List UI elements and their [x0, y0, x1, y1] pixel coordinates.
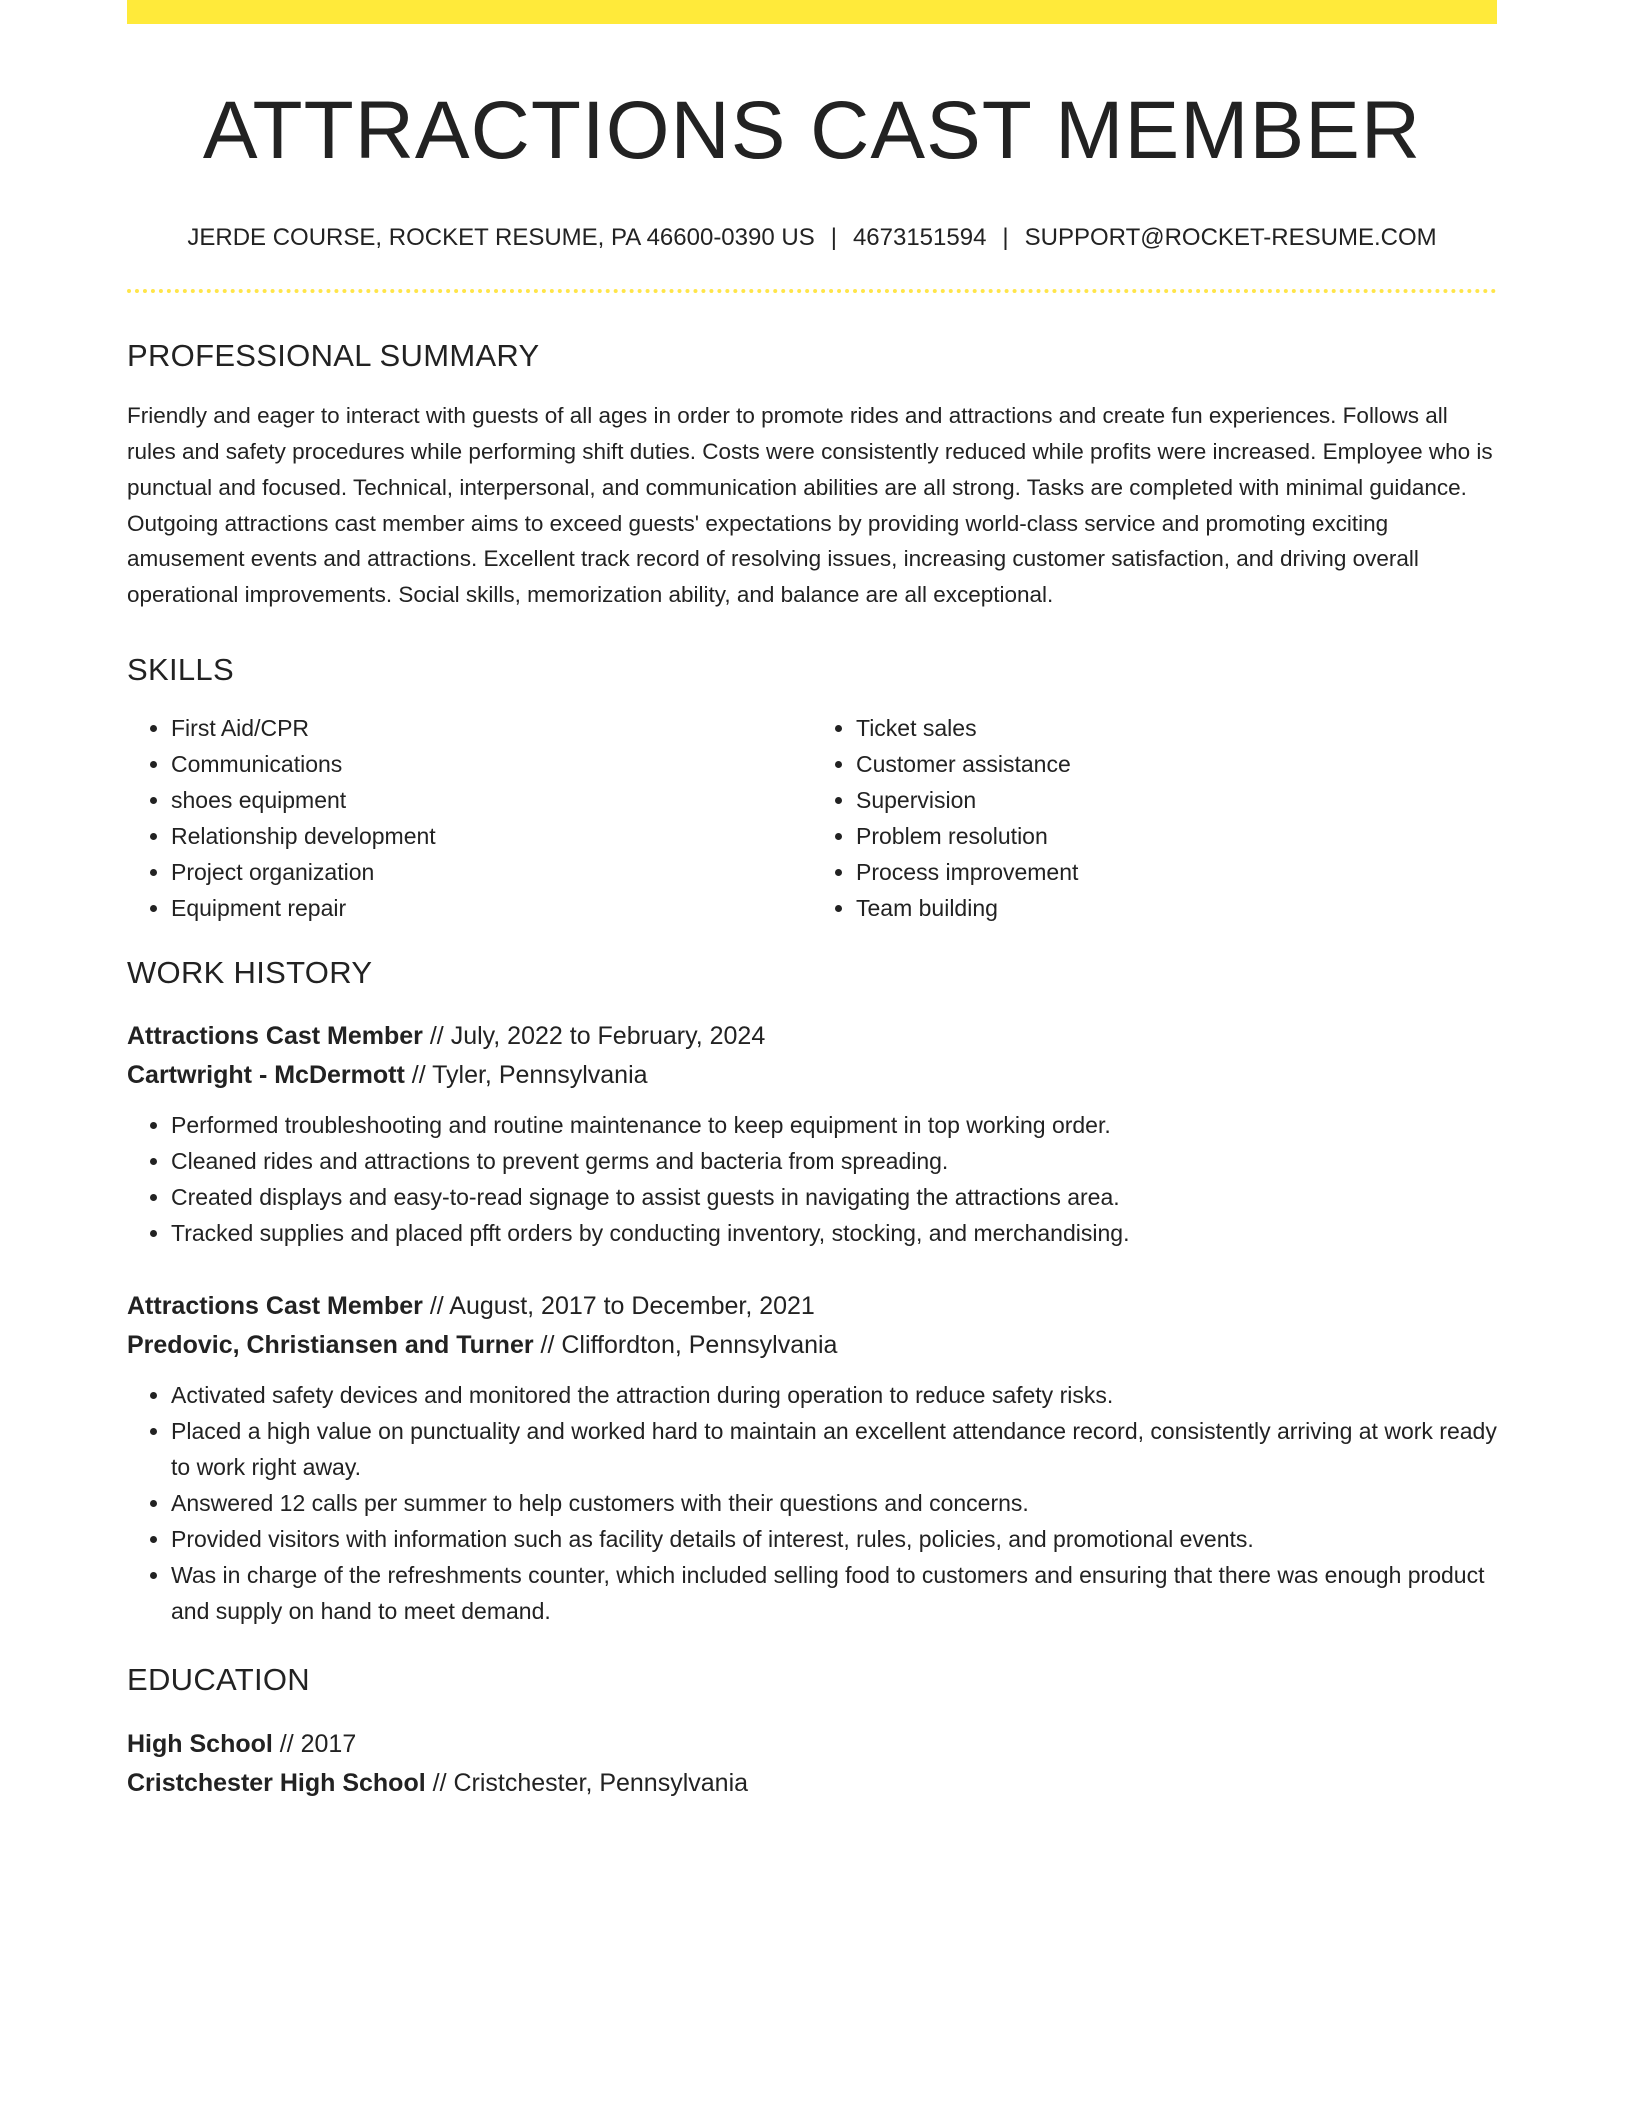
skills-heading: SKILLS: [127, 651, 234, 687]
contact-separator: |: [1002, 224, 1009, 252]
contact-email: SUPPORT@ROCKET-RESUME.COM: [1024, 224, 1437, 252]
education-entry: [127, 1725, 1497, 1803]
summary-text: Friendly and eager to interact with guests of all ages in order to promote rides and attractions and create fun experiences. Follows all rules and safety procedures while performing shift duties. Costs were consistently reduced while profits were increased. Employee who is punctual and focused. Technical, interpersonal, and communication abilities are all strong. Tasks are completed with minimal guidance. Outgoing attractions cast member aims to exceed guests' expectations by providing world-class service and promoting exciting amusement events and attractions. Excellent track record of resolving issues, increasing customer satisfaction, and driving overall operational improvements. Social skills, memorization ability, and balance are all exceptional.: [127, 403, 1493, 608]
summary-heading: PROFESSIONAL SUMMARY: [127, 337, 540, 373]
job-bullet: • Cleaned rides and attractions to prevent germs and bacteria from spreading.: [171, 1143, 1497, 1179]
job-bullet: • Activated safety devices and monitored the attraction during operation to reduce safety risks.: [171, 1377, 1497, 1413]
job-bullet: • Created displays and easy-to-read signage to assist guests in navigating the attractions area.: [171, 1179, 1497, 1215]
job-bullet: • Provided visitors with information such as facility details of interest, rules, policies, and promotional events.: [171, 1521, 1497, 1557]
job-title: Attractions Cast Member: [127, 1022, 423, 1051]
job-dates: // July, 2022 to February, 2024: [422, 1022, 766, 1051]
skill-item: • Team building: [856, 890, 1497, 926]
job-employer: Predovic, Christiansen and Turner: [127, 1331, 534, 1360]
job-bullet: • Performed troubleshooting and routine maintenance to keep equipment in top working order.: [171, 1107, 1497, 1143]
skill-item: • Project organization: [171, 854, 812, 890]
skill-item: • Problem resolution: [856, 818, 1497, 854]
summary-section: [127, 337, 1497, 613]
resume-page: [127, 0, 1497, 1803]
job-entry: [127, 1017, 1497, 1251]
skill-item: • Ticket sales: [856, 710, 1497, 746]
skills-left-column: [127, 710, 812, 926]
skill-item: • Communications: [171, 746, 812, 782]
job-employer-line: [127, 1326, 1497, 1365]
contact-phone: 4673151594: [852, 224, 987, 252]
education-year: // 2017: [272, 1729, 357, 1758]
skill-item: • Customer assistance: [856, 746, 1497, 782]
skill-item: • Equipment repair: [171, 890, 812, 926]
resume-name: ATTRACTIONS CAST MEMBER: [202, 85, 1422, 176]
education-location: // Cristchester, Pennsylvania: [425, 1768, 749, 1797]
skill-item: • Process improvement: [856, 854, 1497, 890]
education-school-line: [127, 1764, 1497, 1803]
education-school: Cristchester High School: [127, 1768, 426, 1797]
job-location: // Tyler, Pennsylvania: [404, 1061, 648, 1090]
job-dates: // August, 2017 to December, 2021: [422, 1292, 815, 1321]
job-bullet: • Placed a high value on punctuality and worked hard to maintain an excellent attendance record, consistently arriving at work ready to work right away.: [171, 1413, 1497, 1485]
skills-right-column: [812, 710, 1497, 926]
job-bullets: [127, 1377, 1497, 1629]
work-history-heading: WORK HISTORY: [127, 955, 373, 991]
header-divider: [127, 289, 1497, 293]
job-bullet: • Was in charge of the refreshments counter, which included selling food to customers and ensuring that there was enough product and supply on hand to meet demand.: [171, 1557, 1497, 1629]
job-employer-line: [127, 1056, 1497, 1095]
skill-item: • Supervision: [856, 782, 1497, 818]
job-title-line: [127, 1017, 1497, 1056]
work-history-section: [127, 954, 1497, 1629]
job-entry: [127, 1287, 1497, 1629]
skills-grid: [127, 710, 1497, 926]
education-section: [127, 1661, 1497, 1802]
education-heading: EDUCATION: [127, 1662, 310, 1698]
education-degree-line: [127, 1725, 1497, 1764]
skills-section: [127, 651, 1497, 926]
skill-item: • First Aid/CPR: [171, 710, 812, 746]
job-bullets: [127, 1107, 1497, 1251]
job-bullet: • Answered 12 calls per summer to help customers with their questions and concerns.: [171, 1485, 1497, 1521]
contact-separator: |: [830, 224, 837, 252]
contact-line: [127, 224, 1497, 253]
contact-address: JERDE COURSE, ROCKET RESUME, PA 46600-0390 US: [187, 224, 815, 252]
skill-item: • Relationship development: [171, 818, 812, 854]
job-employer: Cartwright - McDermott: [127, 1061, 405, 1090]
education-degree: High School: [127, 1729, 273, 1758]
job-title-line: [127, 1287, 1497, 1326]
job-location: // Cliffordton, Pennsylvania: [533, 1331, 838, 1360]
job-title: Attractions Cast Member: [127, 1292, 423, 1321]
job-bullet: • Tracked supplies and placed pfft orders by conducting inventory, stocking, and merchandising.: [171, 1215, 1497, 1251]
skill-item: • shoes equipment: [171, 782, 812, 818]
accent-bar: [127, 0, 1497, 24]
